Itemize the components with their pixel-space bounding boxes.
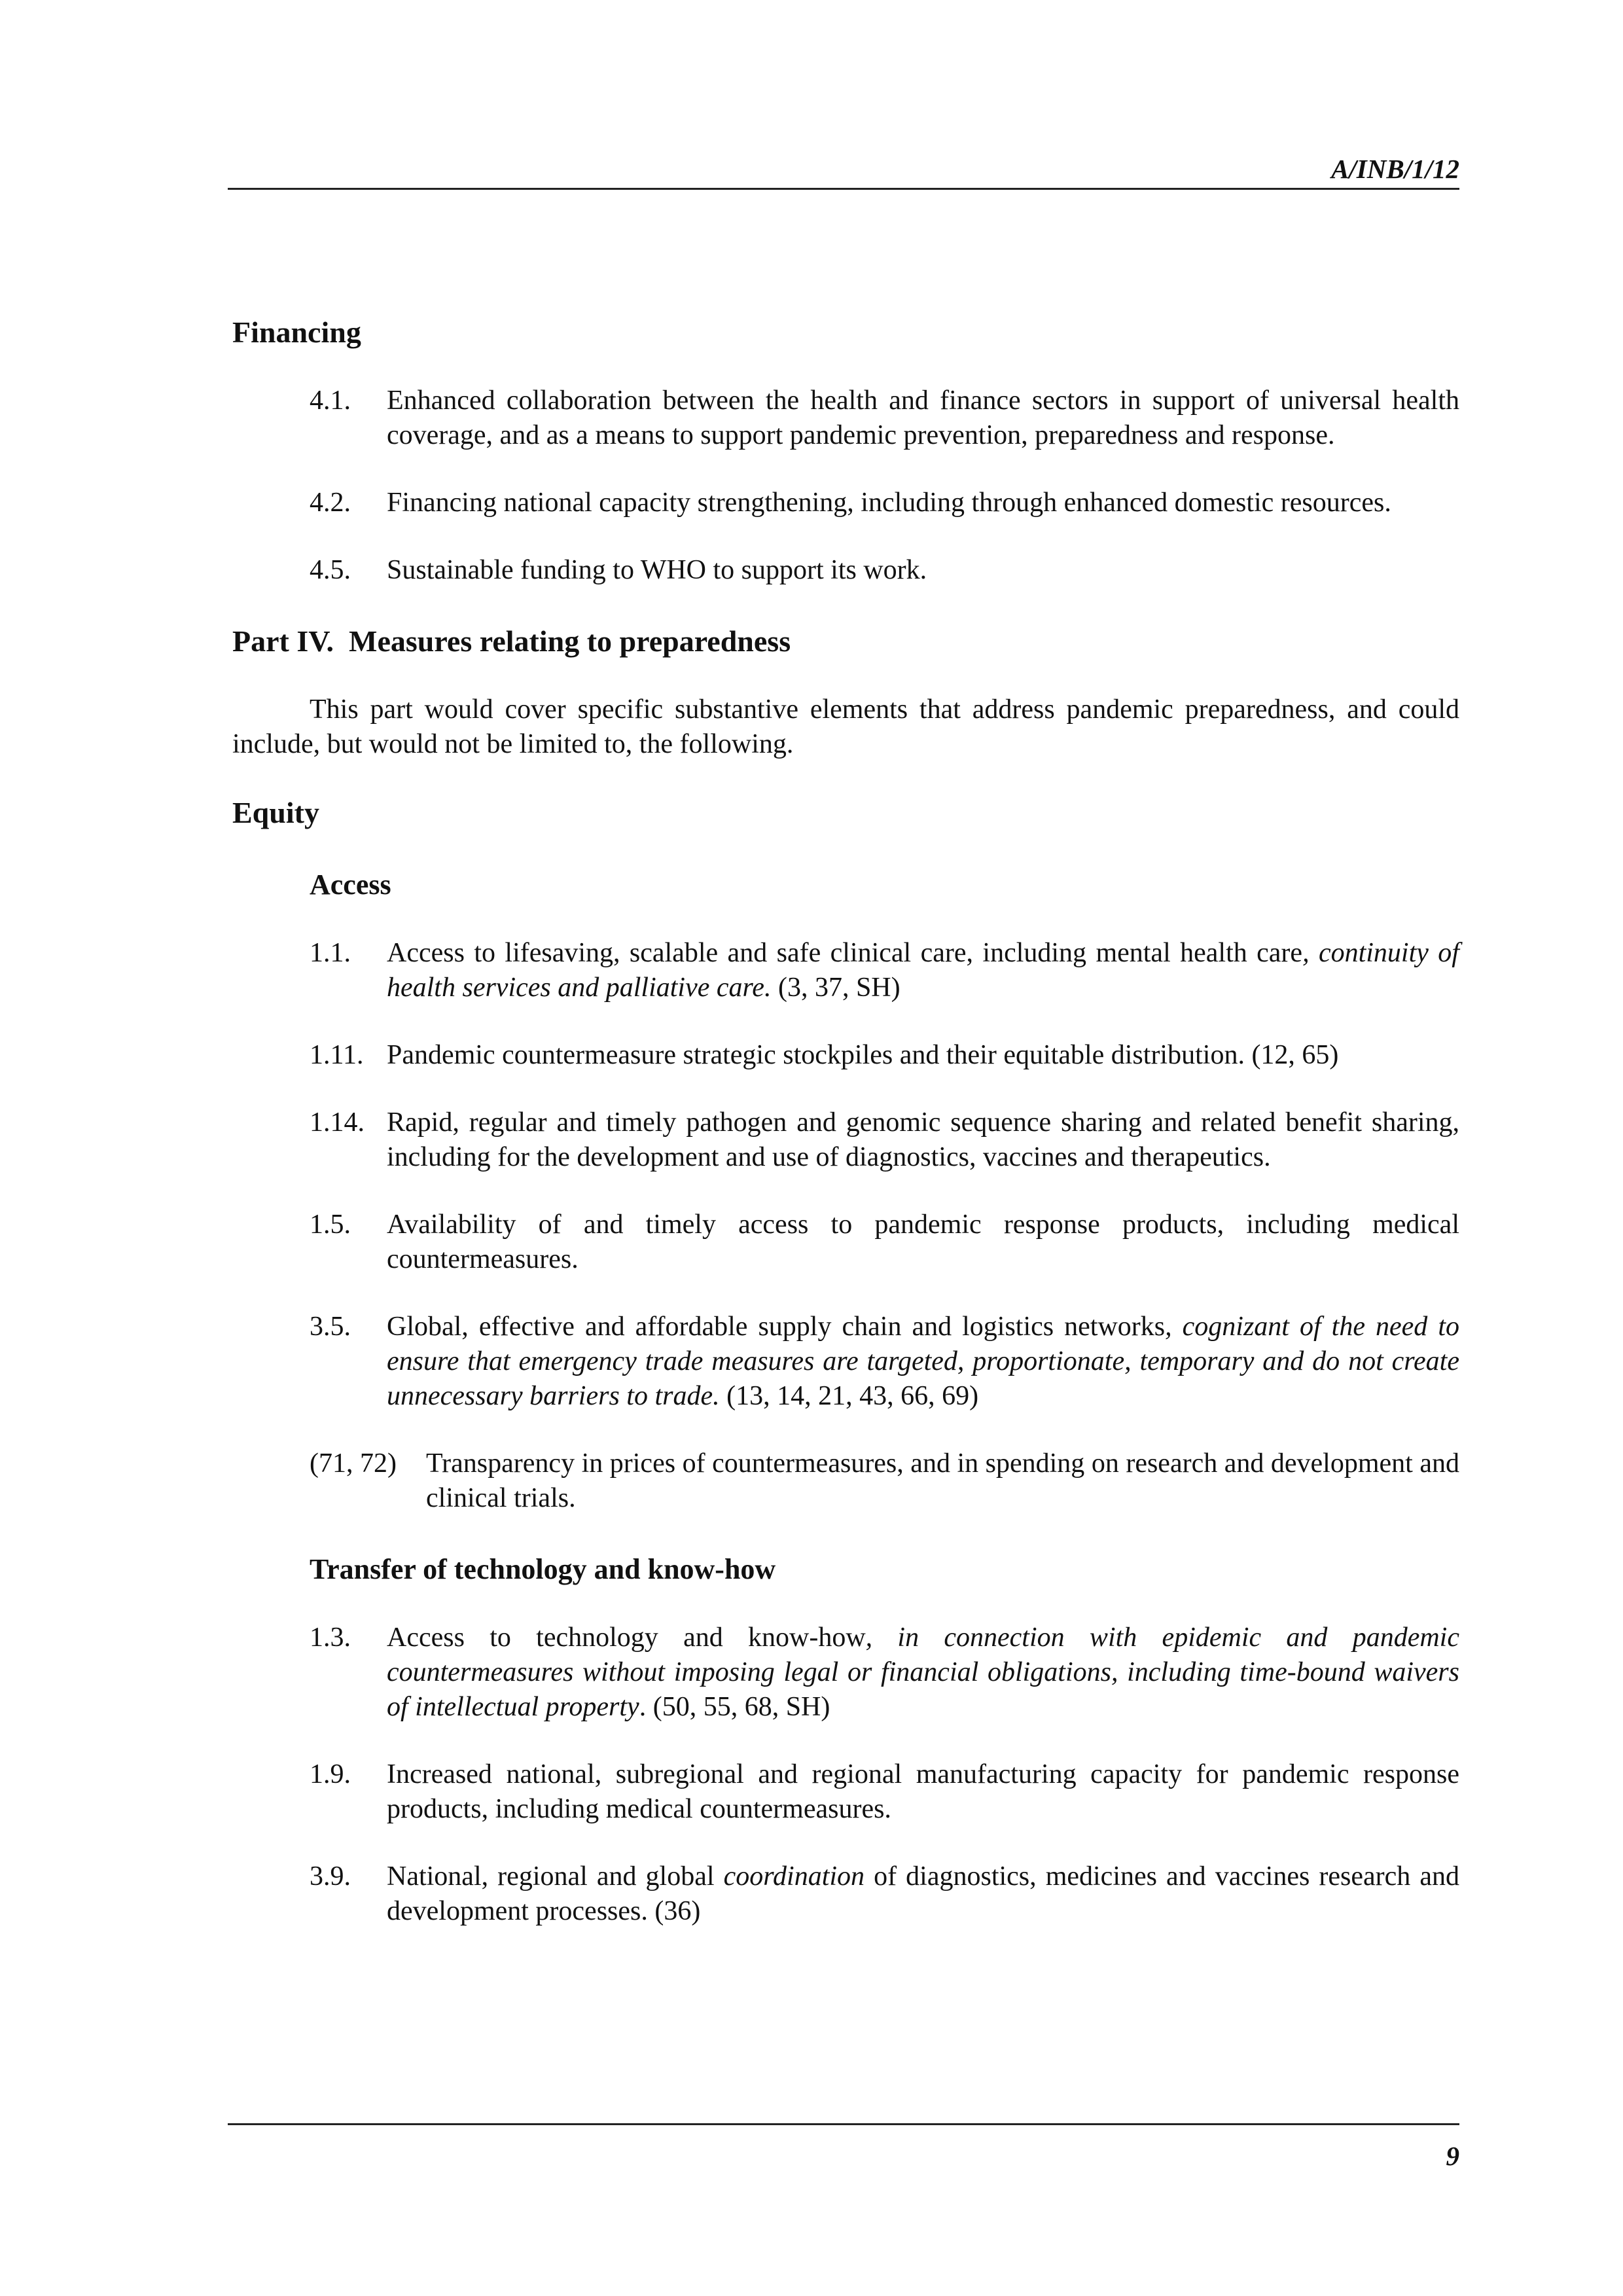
part-iv-intro: This part would cover specific substantive elements that address pandemic preparedness, and could include, but would not be limited to, the following. [232, 694, 1459, 759]
item-number: 4.1. [310, 386, 351, 416]
list-item [310, 553, 1459, 588]
item-number: 1.5. [310, 1210, 351, 1240]
item-number: 1.9. [310, 1759, 351, 1789]
list-item [310, 1208, 1459, 1277]
heading-financing: Financing [232, 315, 361, 349]
document-symbol: A/INB/1/12 [1331, 154, 1459, 184]
list-item [310, 1310, 1459, 1414]
item-text: Global, effective and affordable supply chain and logistics networks, cognizant of the need to ensure that emergency trade measures are targeted, proportionate, temporary and do not create unnecessary barriers to trade. (13, 14, 21, 43, 66, 69) [387, 1312, 1459, 1411]
item-number: 4.5. [310, 555, 351, 585]
header-rule [228, 188, 1459, 190]
list-item [310, 1757, 1459, 1827]
item-number: 3.5. [310, 1312, 351, 1342]
item-number: 3.9. [310, 1861, 351, 1892]
item-text: Transparency in prices of countermeasures, and in spending on research and development and clinical trials. [426, 1448, 1459, 1513]
list-item [310, 1105, 1459, 1175]
item-text: Financing national capacity strengthening, including through enhanced domestic resources. [387, 488, 1391, 518]
list-item [310, 1859, 1459, 1929]
heading-transfer: Transfer of technology and know-how [310, 1553, 776, 1585]
item-text: Increased national, subregional and regional manufacturing capacity for pandemic response products, including medical countermeasures. [387, 1759, 1459, 1824]
item-text: Sustainable funding to WHO to support its work. [387, 555, 927, 585]
page-number: 9 [1446, 2141, 1459, 2171]
item-number: 4.2. [310, 488, 351, 518]
item-number: 1.1. [310, 938, 351, 968]
item-text: Access to technology and know-how, in connection with epidemic and pandemic countermeasures without imposing legal or financial obligations, including time-bound waivers of intellectual property. (50, 55, 68, SH) [387, 1623, 1459, 1722]
item-text: Enhanced collaboration between the health and finance sectors in support of universal health coverage, and as a means to support pandemic prevention, preparedness and response. [387, 386, 1459, 450]
item-number: 1.14. [310, 1107, 365, 1138]
heading-access: Access [310, 869, 391, 901]
item-text: National, regional and global coordination of diagnostics, medicines and vaccines research and development processes. (36) [387, 1861, 1459, 1926]
item-number: 1.3. [310, 1623, 351, 1653]
item-number: (71, 72) [310, 1448, 397, 1479]
item-text: Access to lifesaving, scalable and safe clinical care, including mental health care, continuity of health services and palliative care. (3, 37, SH) [387, 938, 1459, 1003]
heading-part-iv: Part IV. Measures relating to preparedness [232, 624, 791, 658]
page-body [232, 314, 1459, 1929]
item-text: Pandemic countermeasure strategic stockpiles and their equitable distribution. (12, 65) [387, 1040, 1339, 1070]
item-text: Availability of and timely access to pandemic response products, including medical countermeasures. [387, 1210, 1459, 1274]
list-item [310, 1038, 1459, 1073]
item-text: Rapid, regular and timely pathogen and genomic sequence sharing and related benefit sharing, including for the development and use of diagnostics, vaccines and therapeutics. [387, 1107, 1459, 1172]
list-item [310, 486, 1459, 520]
list-item [310, 936, 1459, 1005]
list-item [310, 384, 1459, 453]
heading-equity: Equity [232, 796, 319, 829]
item-number: 1.11. [310, 1040, 364, 1070]
list-item [310, 1621, 1459, 1725]
footer-rule [228, 2123, 1459, 2125]
list-item [310, 1446, 1459, 1516]
